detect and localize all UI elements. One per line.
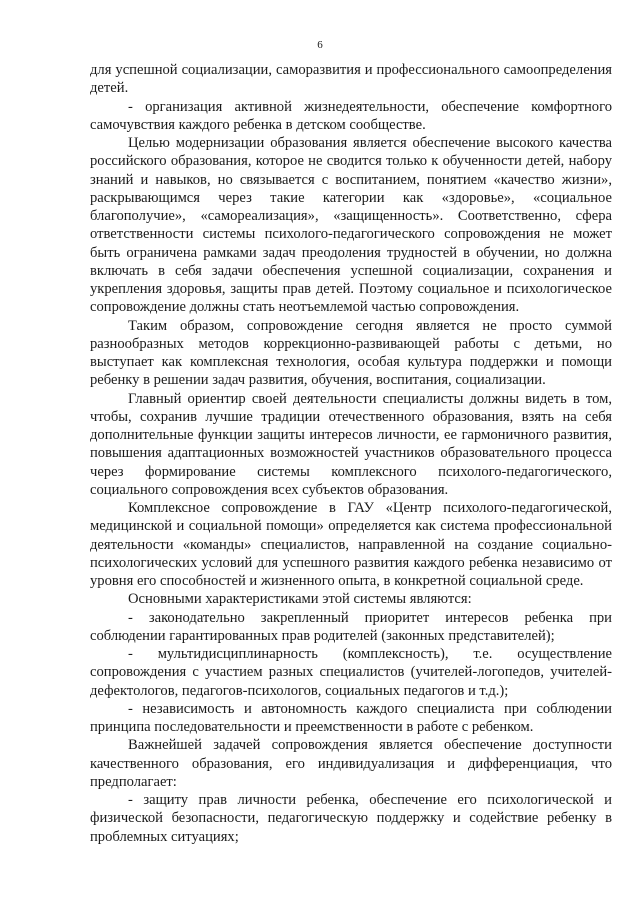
paragraph-support-definition: Таким образом, сопровождение сегодня является не просто суммой разнообразных методов коррекционно-развивающей работы с детьми, но выступает как комплексная технология, особая культура поддержки и помощи ребенку в решении задач развития, обучения, воспитания, социализации.: [90, 317, 612, 389]
paragraph-continuation: для успешной социализации, саморазвития и профессионального самоопределения детей.: [90, 62, 612, 97]
paragraph-list-item: - организация активной жизнедеятельности, обеспечение комфортного самочувствия каждого ребенка в детском сообществе.: [90, 98, 612, 133]
paragraph-list-item: - законодательно закрепленный приоритет интересов ребенка при соблюдении гарантированных прав родителей (законных представителей);: [90, 609, 612, 644]
paragraph-main-task: Важнейшей задачей сопровождения является обеспечение доступности качественного образования, его индивидуализация и дифференциация, что предполагает:: [90, 737, 612, 790]
paragraph-list-item: - независимость и автономность каждого специалиста при соблюдении принципа последовательности и преемственности в работе с ребенком.: [90, 700, 612, 735]
page-number: 6: [317, 39, 323, 51]
paragraph-list-item: - мультидисциплинарность (комплексность), т.е. осуществление сопровождения с участием разных специалистов (учителей-логопедов, учителей-дефектологов, педагогов-психологов, социальных педагогов и т.д.);: [90, 646, 612, 699]
body-text: [90, 61, 612, 846]
paragraph-main-orientation: Главный ориентир своей деятельности специалисты должны видеть в том, чтобы, сохранив лучшие традиции отечественного образования, взять на себя дополнительные функции защиты интересов личности, ее гармоничного развития, повышения адаптационных возможностей участников образовательного процесса через формирование системы комплексного психолого-педагогического, социального сопровождения всех субъектов образования.: [90, 390, 612, 498]
paragraph-complex-support: Комплексное сопровождение в ГАУ «Центр психолого-педагогической, медицинской и социальной помощи» определяется как система профессиональной деятельности «команды» специалистов, направленной на создание социально-психологических условий для успешного развития каждого ребенка независимо от уровня его способностей и жизненного опыта, в конкретной социальной среде.: [90, 500, 612, 589]
paragraph-modernization-goal: Целью модернизации образования является обеспечение высокого качества российского образования, которое не сводится только к обученности детей, набору знаний и навыков, но связывается с воспитанием, понятием «качество жизни», раскрывающимся через такие категории как «здоровье», «социальное благополучие», «самореализация», «защищенность». Соответственно, сфера ответственности системы психолого-педагогического сопровождения не может быть ограничена рамками задач преодоления трудностей в обучении, но должна включать в себя задачи обеспечения успешной социализации, сохранения и укрепления здоровья, защиты прав детей. Поэтому социальное и психологическое сопровождение должны стать неотъемлемой частью сопровождения.: [90, 135, 612, 316]
paragraph-list-item: - защиту прав личности ребенка, обеспечение его психологической и физической безопасности, педагогическую поддержку и содействие ребенку в проблемных ситуациях;: [90, 792, 612, 845]
paragraph-characteristics-intro: Основными характеристиками этой системы являются:: [128, 591, 472, 608]
